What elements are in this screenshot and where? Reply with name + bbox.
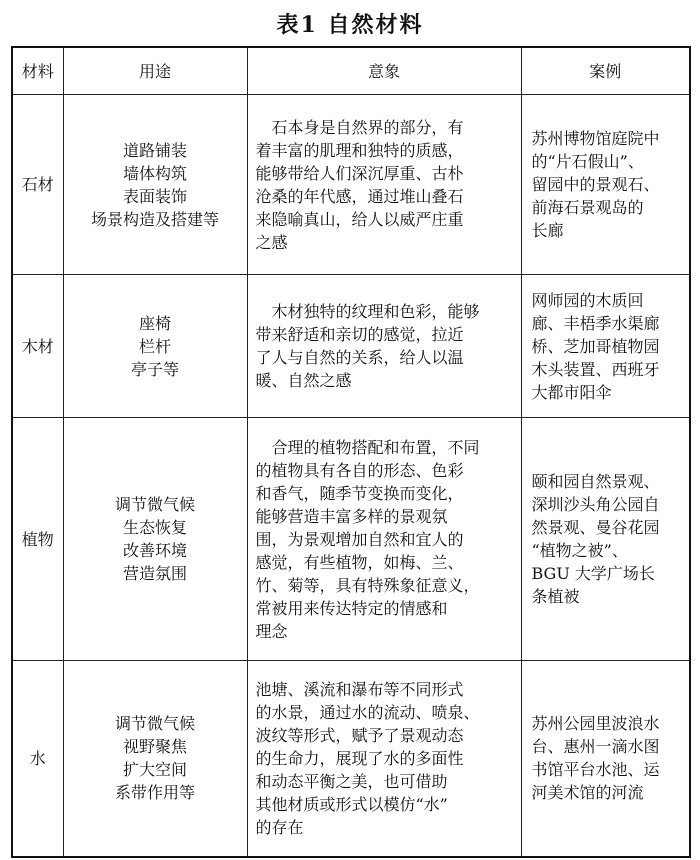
- header-material: 材料: [12, 47, 63, 95]
- header-imagery: 意象: [247, 47, 521, 95]
- case-cell: [521, 661, 690, 857]
- cell-line: 条植被: [531, 587, 580, 606]
- cell-line: 栏杆: [138, 336, 171, 356]
- cell-line: 生态恢复: [122, 518, 187, 537]
- cell-line: 常被用来传达特定的情感和: [255, 598, 448, 618]
- cell-line: 河美术馆的河流: [531, 783, 644, 803]
- cell-line: 深圳沙头角公园自: [531, 495, 660, 514]
- cell-line: 的存在: [255, 817, 304, 837]
- cell-line: 木材独特的纹理和色彩，能够: [271, 302, 480, 321]
- cell-line: 苏州公园里波浪水: [531, 714, 660, 734]
- cell-line: 感觉，有些植物，如梅、兰、: [255, 552, 464, 572]
- cell-line: 和动态平衡之美，也可借助: [255, 771, 448, 791]
- cell-line: 的水景，通过水的流动、喷泉、: [255, 702, 480, 722]
- cell-line: 暖、自然之感: [255, 371, 352, 390]
- imagery-cell: [247, 418, 521, 661]
- cell-line: 了人与自然的关系，给人以温: [255, 348, 464, 367]
- cell-line: 苏州博物馆庭院中: [531, 129, 660, 148]
- case-cell: [521, 275, 690, 418]
- cell-line: 场景构造及搭建等: [90, 209, 219, 229]
- cell-line: 的植物具有各自的形态、色彩: [255, 460, 464, 480]
- cell-line: 沧桑的年代感，通过堆山叠石: [255, 186, 464, 206]
- cell-line: 改善环境: [122, 541, 187, 560]
- case-cell: [521, 418, 690, 661]
- cell-line: 大都市阳伞: [531, 382, 612, 402]
- cell-line: 合理的植物搭配和布置，不同: [271, 437, 480, 457]
- case-cell: [521, 95, 690, 275]
- cell-line: 着丰富的肌理和独特的质感，: [255, 140, 464, 160]
- natural-materials-table: [11, 46, 691, 858]
- cell-line: 来隐喻真山，给人以威严庄重: [255, 209, 464, 229]
- cell-line: 营造氛围: [122, 564, 187, 583]
- imagery-cell: [247, 95, 521, 275]
- header-use: 用途: [63, 47, 247, 95]
- cell-line: 波纹等形式，赋予了景观动态: [255, 725, 464, 745]
- imagery-cell: [247, 275, 521, 418]
- cell-line: 和香气，随季节变换而变化，: [255, 483, 464, 503]
- cell-line: 木头装置、西班牙: [531, 359, 660, 379]
- cell-line: 桥、芝加哥植物园: [531, 336, 660, 356]
- header-case: 案例: [521, 47, 690, 95]
- use-cell: [63, 275, 247, 418]
- use-cell: [63, 661, 247, 857]
- cell-line: 的“片石假山”、: [531, 152, 644, 171]
- cell-line: “植物之被”、: [531, 541, 628, 560]
- cell-line: 书馆平台水池、运: [531, 760, 660, 780]
- cell-line: 留园中的景观石、: [531, 175, 660, 194]
- use-cell: [63, 418, 247, 661]
- cell-line: 池塘、溪流和瀑布等不同形式: [255, 679, 464, 699]
- cell-line: 能够营造丰富多样的景观氛: [255, 506, 448, 526]
- cell-line: 然景观、曼谷花园: [531, 518, 660, 537]
- cell-line: 扩大空间: [122, 760, 187, 780]
- cell-line: 石本身是自然界的部分，有: [271, 117, 464, 137]
- header-row: [12, 47, 690, 95]
- cell-line: 座椅: [138, 313, 171, 333]
- cell-line: 竹、菊等，具有特殊象征意义，: [255, 575, 480, 595]
- cell-line: 系带作用等: [114, 783, 195, 803]
- table-title: 表1 自然材料: [276, 12, 424, 38]
- material-cell: 石材: [12, 95, 63, 275]
- cell-line: 台、惠州一滴水图: [531, 737, 660, 757]
- cell-line: 亭子等: [130, 359, 179, 379]
- table-row: [12, 418, 690, 661]
- cell-line: 之感: [255, 232, 288, 252]
- use-cell: [63, 95, 247, 275]
- cell-line: 围，为景观增加自然和宜人的: [255, 529, 464, 549]
- table-row: [12, 661, 690, 857]
- material-cell: 水: [12, 661, 63, 857]
- cell-line: 廊、丰梧季水渠廊: [531, 313, 660, 333]
- cell-line: 网师园的木质回: [531, 290, 644, 310]
- cell-line: 其他材质或形式以模仿“水”: [255, 794, 448, 814]
- material-cell: 木材: [12, 275, 63, 418]
- cell-line: 能够带给人们深沉厚重、古朴: [255, 163, 464, 183]
- cell-line: 调节微气候: [114, 714, 195, 734]
- table-row: [12, 95, 690, 275]
- material-cell: 植物: [12, 418, 63, 661]
- cell-line: BGU 大学广场长: [531, 564, 655, 583]
- cell-line: 墙体构筑: [122, 163, 187, 183]
- cell-line: 前海石景观岛的: [531, 198, 644, 217]
- cell-line: 调节微气候: [114, 495, 195, 514]
- cell-line: 视野聚焦: [122, 737, 187, 757]
- cell-line: 长廊: [531, 221, 564, 240]
- cell-line: 颐和园自然景观、: [531, 472, 660, 491]
- cell-line: 的生命力，展现了水的多面性: [255, 748, 464, 768]
- cell-line: 带来舒适和亲切的感觉，拉近: [255, 325, 464, 344]
- table-row: [12, 275, 690, 418]
- cell-line: 道路铺装: [122, 140, 187, 160]
- imagery-cell: [247, 661, 521, 857]
- cell-line: 表面装饰: [122, 186, 187, 206]
- cell-line: 理念: [255, 621, 288, 641]
